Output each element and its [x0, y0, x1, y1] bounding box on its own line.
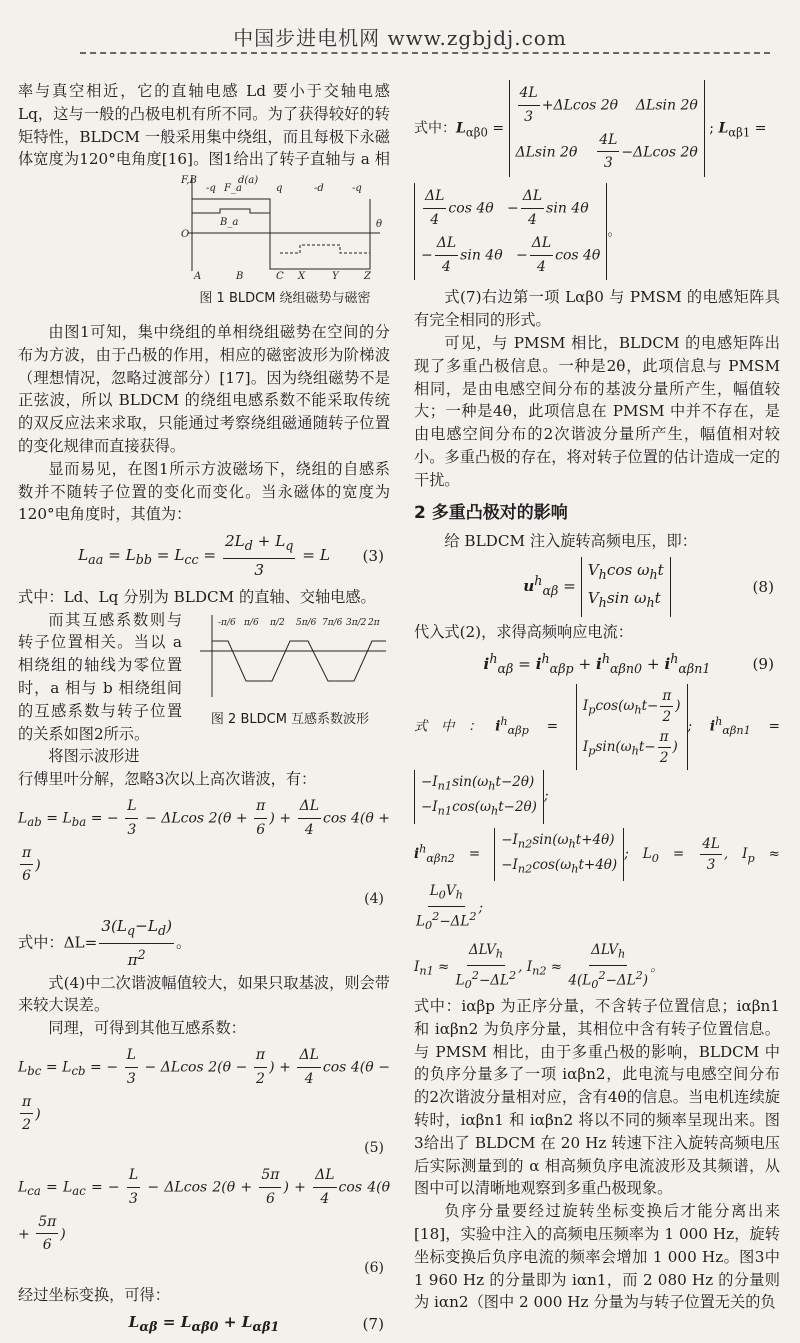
fig2-caption: 图 2 BLDCM 互感系数波形	[210, 712, 370, 728]
fig2-tick-6: 3π/2	[346, 617, 367, 628]
delta-l-label: 式中：ΔL=	[18, 933, 98, 952]
section-heading-2: 2 多重凸极对的影响	[414, 502, 568, 523]
fig1-label-y: Y	[332, 271, 339, 279]
right-para-3: 给 BLDCM 注入旋转高频电压，即：	[444, 532, 697, 551]
fig1-label-fa: F_a	[224, 183, 242, 194]
equation-8: $u^h_{\alpha\beta}$ = $V_h\cos$ $\omega_ht$ $V_h\sin$ $\omega_ht$ (8)	[414, 557, 780, 617]
right-column	[414, 80, 780, 1314]
header-rule	[80, 52, 770, 54]
left-para-8: 式(4)中二次谐波幅值较大，如果只取基波，则会带来较大误差。	[18, 973, 390, 1015]
right-para-5: 式中：iαβp 为正序分量，不含转子位置信息；iαβn1 和 iαβn2 为负序分量，其相位中含有转子位置信息。与 PMSM 相比，由于多重凸极的影响，BLDCM 中的负序分量多了一项 iαβn2，此电流与电感空间分布的2次谐波分量相对应，含有4θ的信息。当电机连续旋转时，iαβn1 和 iαβn2 将以不同的频率呈现出来。图3给出了 BLDCM 在 20 Hz 转速下注入旋转高频电压后实际测量到的 α 相高频负序电流波形及其频谱，从图中可以清晰地观察到多重凸极现象。	[414, 996, 780, 1198]
fig1-label-q: -q	[206, 183, 216, 194]
equation-9: $i^h_{\alpha\beta} = i^h_{\alpha\beta p} + i^h_{\alpha\beta n0} + i^h_{\alpha\beta n1}$ (9)	[483, 650, 774, 676]
fig1-label-fb: F,B	[181, 175, 197, 186]
matrix-l-alpha-beta-0: 式中：$L_{\alpha\beta 0}$ = $\frac{4L}{3}$ +ΔLcos 2θ ΔLsin 2θ ΔLsin 2θ $\frac{4L}{3}$ −ΔLcos 2θ ; $L_{\alpha\beta 1}$ =	[414, 80, 780, 177]
eq5-number: (5)	[364, 1140, 384, 1157]
left-para-5: 而其互感系数则与转子位置相关。当以 a 相绕组的轴线为零位置时，a 相与 b 相绕组间的互感系数与转子位置的关系如图2所示。	[18, 610, 182, 743]
eq6-number: (6)	[364, 1260, 384, 1277]
left-para-3: 显而易见，在图1所示方波磁场下，绕组的自感系数并不随转子位置的变化而变化。当永磁体的宽度为120°电角度时，其值为：	[18, 459, 390, 524]
fig2-tick-7: 2π	[368, 617, 380, 628]
left-para-9: 同理，可得到其他互感系数：	[48, 1019, 246, 1038]
left-para-5b: 将图示波形进	[48, 747, 140, 766]
eq7-number: (7)	[362, 1315, 384, 1334]
left-para-7: 式中：ΔL= $\frac{3(L_q-L_d)}{\pi^2}$ 。	[18, 916, 192, 969]
fig1-label-x: X	[298, 271, 306, 279]
figure-1	[180, 169, 390, 311]
page-header: 中国步进电机网 www.zgbjdj.com	[233, 26, 567, 50]
left-para-10: 经过坐标变换，可得：	[18, 1286, 170, 1304]
fig1-label-b: B	[236, 271, 244, 279]
fig2-tick-3: π/2	[270, 617, 285, 628]
fig1-label-theta: θ	[376, 219, 383, 230]
fig1-label-ba: B_a	[220, 217, 239, 228]
fig2-waveform-svg	[190, 611, 390, 701]
figure-2	[190, 611, 390, 733]
equation-7: $L_{\alpha\beta} = L_{\alpha\beta 0} + L_{\alpha\beta 1}$ (7)	[18, 1311, 390, 1339]
current-definitions: 式中：$i^h_{\alpha\beta p}$ = $I_p\cos(\omega_ht-$ $\frac{\pi}{2}$ ) $I_p\sin(\omega_ht-$ $\frac{\pi}{2}$ ) ; $i^h_{\alpha\beta n1}$ = $-I_{n1}\sin(\omega_ht-2\theta)$ $-I_{n1}\cos(\omega_ht-2\theta)$ ; $i^h_{\alpha\beta n2}$ = $-I_{n2}\sin(\omega_ht+4\theta)$ $-I_{n2}\cos(\omega_ht+4\theta)$ ; $L_0$ = $\frac{4L}{3}$ , $I_p$ ≈ $\frac{L_0V_h}{L_0^2-\Delta L^2}$ ; $I_{n1}$ ≈ $\Delta LV_h$ $L_0^2-\Delta L^2$ , $I_{n2}$ ≈ $\Delta LV_h$ $4(L_0^2-\Delta L^2)$ 。	[414, 684, 780, 995]
fig1-label-d: -d	[314, 183, 324, 194]
left-column	[18, 80, 390, 1343]
fig1-label-q3: -q	[352, 183, 362, 194]
fig1-waveform-svg	[180, 169, 390, 279]
right-para-1: 式(7)右边第一项 Lαβ0 与 PMSM 的电感矩阵具有完全相同的形式。	[414, 288, 780, 330]
fig1-label-da: d(a)	[238, 175, 259, 186]
eq4-number: (4)	[364, 891, 384, 908]
eq8-number: (8)	[752, 577, 774, 596]
equation-5: $L_{bc} = L_{cb}$ = − $\frac{L}{3}$ − ΔLcos 2(θ − $\frac{\pi}{2}$ ) + $\frac{\Delta L}{4}$ cos 4(θ − $\frac{\pi}{2}$ ) (5)	[18, 1044, 390, 1160]
matrix-l-alpha-beta-1: $\frac{\Delta L}{4}$ cos 4θ − $\frac{\Delta L}{4}$ sin 4θ − $\frac{\Delta L}{4}$ sin 4θ − $\frac{\Delta L}{4}$ cos 4θ 。	[414, 183, 780, 280]
equation-6: $L_{ca} = L_{ac}$ = − $\frac{L}{3}$ − ΔLcos 2(θ + $\frac{5\pi}{6}$ ) + $\frac{\Delta L}{4}$ cos 4(θ + $\frac{5\pi}{6}$ ) (6)	[18, 1164, 390, 1280]
fig2-tick-5: 7π/6	[322, 617, 343, 628]
right-para-4: 代入式(2)，求得高频响应电流：	[414, 622, 633, 641]
equation-3: $L_{aa} = L_{bb} = L_{cc}$ = $\frac{2L_d + L_q}{3}$ = L (3)	[78, 532, 384, 579]
right-para-2: 可见，与 PMSM 相比，BLDCM 的电感矩阵出现了多重凸极信息。一种是2θ，此项信息与 PMSM 相同，是由电感空间分布的基波分量所产生，幅值较大；一种是4θ，此项信息在 PMSM 中并不存在，是由电感空间分布的2次谐波分量所产生，幅值相对较小。多重凸极的存在，将对转子位置的估计造成一定的干扰。	[414, 333, 780, 489]
left-para-4: 式中：Ld、Lq 分别为 BLDCM 的直轴、交轴电感。	[18, 587, 376, 606]
fig2-tick-2: π/6	[244, 617, 259, 628]
fig1-label-q2: q	[276, 183, 283, 194]
eq3-number: (3)	[362, 546, 384, 565]
fig2-tick-1: -π/6	[218, 617, 236, 628]
right-para-6: 负序分量要经过旋转坐标变换后才能分离出来[18]，实验中注入的高频电压频率为 1 000 Hz，旋转坐标变换后负序电流的频率会增加 1 000 Hz。图3中 1 960 Hz 的分量即为 iαn1，而 2 080 Hz 的分量则为 iαn2（图中 2 000 Hz 分量为与转子位置无关的负	[414, 1202, 780, 1312]
fig1-caption: 图 1 BLDCM 绕组磁势与磁密	[199, 290, 371, 306]
fig1-label-c: C	[276, 271, 284, 279]
fig2-tick-4: 5π/6	[296, 617, 317, 628]
left-para-2: 由图1可知，集中绕组的单相绕组磁势在空间的分布为方波，由于凸极的作用，相应的磁密波形为阶梯波（理想情况，忽略过渡部分）[17]。因为绕组磁势不是正弦波，所以 BLDCM 的绕组电感系数不能采取传统的双反应法来求取，只能通过考察绕组磁通随转子位置的变化规律而直接获得。	[18, 323, 390, 455]
left-para-6: 行傅里叶分解，忽略3次以上高次谐波，有：	[18, 770, 317, 789]
equation-4: $L_{ab} = L_{ba}$ = − $\frac{L}{3}$ − ΔLcos 2(θ + $\frac{\pi}{6}$ ) + $\frac{\Delta L}{4}$ cos 4(θ + $\frac{\pi}{6}$ ) (4)	[18, 795, 390, 911]
fig1-label-a: A	[194, 271, 202, 279]
eq9-number: (9)	[752, 654, 774, 673]
fig1-label-z: Z	[364, 271, 371, 279]
fig1-label-o: O	[181, 229, 190, 240]
left-para-1-start: 率与真空相近，它的直轴电感 Ld 要小于交轴电感 Lq，这与一般的凸极电机有所不同。为了获得较好的转矩特性，BLDCM 一般采用集中绕组，而且每极下永磁体宽度为120°电角度[16]。图1给出了转子直轴与 a 相	[18, 82, 390, 169]
